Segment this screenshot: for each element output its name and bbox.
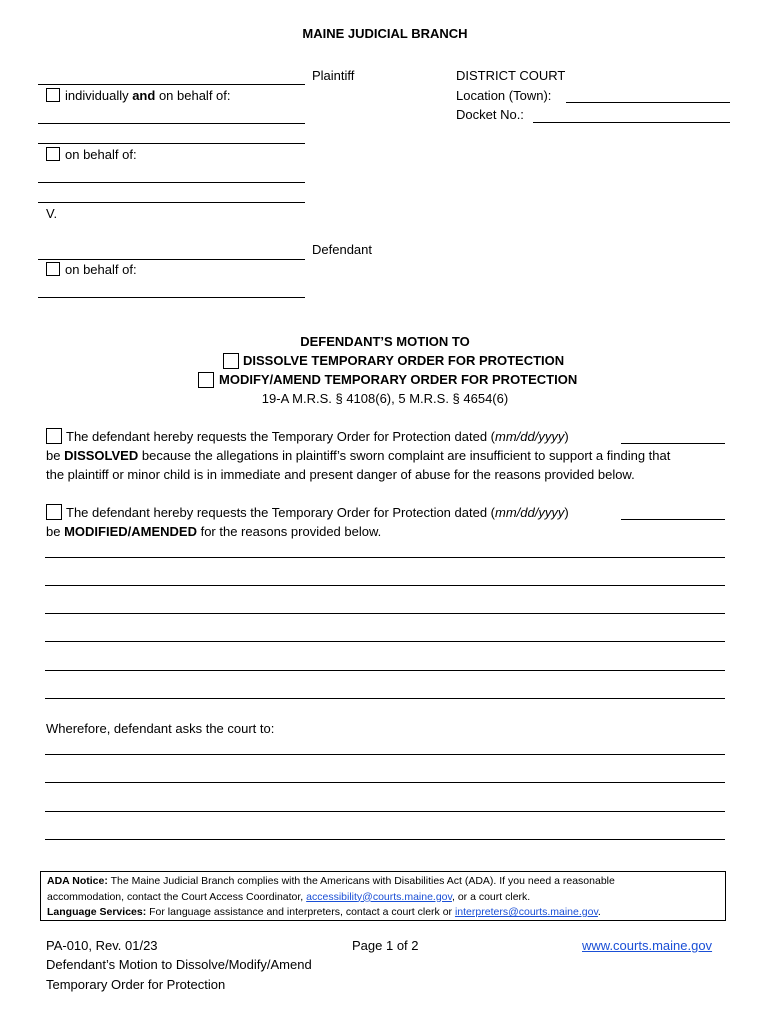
reasons-line-5[interactable] (45, 670, 725, 671)
modify-request-checkbox[interactable] (46, 504, 62, 520)
behalf-name-line-3[interactable] (38, 182, 305, 183)
wherefore-line-4[interactable] (45, 839, 725, 840)
dissolve-request-line3: the plaintiff or minor child is in immediate and present danger of abuse for the reasons provided below. (46, 467, 635, 482)
ada-notice-line2: accommodation, contact the Court Access Coordinator, accessibility@courts.maine.gov, or a court clerk. (47, 890, 531, 903)
wherefore-line-1[interactable] (45, 754, 725, 755)
location-label: Location (Town): (456, 88, 552, 103)
modify-option-checkbox[interactable] (198, 372, 214, 388)
dissolve-date-input[interactable] (621, 443, 725, 444)
form-title-line2: Temporary Order for Protection (46, 977, 226, 992)
website-link[interactable]: www.courts.maine.gov (582, 938, 713, 953)
defendant-name-line[interactable] (38, 259, 305, 260)
form-title-line1: Defendant’s Motion to Dissolve/Modify/Amend (46, 957, 312, 972)
ada-notice-box (40, 871, 726, 921)
on-behalf-checkbox-1[interactable] (46, 147, 60, 161)
statute-citation: 19-A M.R.S. § 4108(6), 5 M.R.S. § 4654(6) (261, 391, 509, 406)
dissolve-request-text: The defendant hereby requests the Temporary Order for Protection dated (mm/dd/yyyy) (66, 429, 569, 444)
modify-request-line2: be MODIFIED/AMENDED for the reasons provided below. (46, 524, 382, 539)
docket-input[interactable] (533, 122, 730, 123)
on-behalf-label-2: on behalf of: (65, 262, 137, 277)
on-behalf-label-1: on behalf of: (65, 147, 137, 162)
plaintiff-name-line[interactable] (38, 84, 305, 85)
reasons-line-3[interactable] (45, 613, 725, 614)
defendant-label: Defendant (312, 242, 372, 257)
modify-date-input[interactable] (621, 519, 725, 520)
modify-option-label: MODIFY/AMEND TEMPORARY ORDER FOR PROTECTION (219, 372, 578, 387)
location-input[interactable] (566, 102, 730, 103)
plaintiff-label: Plaintiff (312, 68, 355, 83)
behalf-name-line-4[interactable] (38, 202, 305, 203)
reasons-line-2[interactable] (45, 585, 725, 586)
accessibility-email-link[interactable]: accessibility@courts.maine.gov (306, 890, 452, 903)
page-title: MAINE JUDICIAL BRANCH (302, 26, 468, 41)
page-number: Page 1 of 2 (352, 938, 419, 953)
docket-label: Docket No.: (456, 107, 524, 122)
individually-checkbox[interactable] (46, 88, 60, 102)
modify-request-text: The defendant hereby requests the Temporary Order for Protection dated (mm/dd/yyyy) (66, 505, 569, 520)
reasons-line-1[interactable] (45, 557, 725, 558)
form-id: PA-010, Rev. 01/23 (46, 938, 158, 953)
dissolve-request-checkbox[interactable] (46, 428, 62, 444)
motion-title: DEFENDANT’S MOTION TO (300, 334, 470, 349)
ada-notice-line1: ADA Notice: The Maine Judicial Branch complies with the Americans with Disabilities Act (ADA). If you need a reasonable (47, 875, 615, 887)
language-services-line: Language Services: For language assistance and interpreters, contact a court clerk or interpreters@courts.maine.gov. (47, 906, 601, 918)
wherefore-label: Wherefore, defendant asks the court to: (46, 721, 275, 736)
reasons-line-6[interactable] (45, 698, 725, 699)
interpreters-email-link[interactable]: interpreters@courts.maine.gov (454, 906, 598, 918)
dissolve-option-label: DISSOLVE TEMPORARY ORDER FOR PROTECTION (243, 353, 565, 368)
dissolve-request-line2: be DISSOLVED because the allegations in plaintiff’s sworn complaint are insufficient to support a finding that (46, 448, 671, 463)
behalf-name-line-5[interactable] (38, 297, 305, 298)
individually-label: individually and on behalf of: (65, 88, 231, 103)
wherefore-line-2[interactable] (45, 782, 725, 783)
dissolve-option-checkbox[interactable] (223, 353, 239, 369)
wherefore-line-3[interactable] (45, 811, 725, 812)
court-name: DISTRICT COURT (456, 68, 566, 83)
versus-label: V. (46, 206, 58, 221)
reasons-line-4[interactable] (45, 641, 725, 642)
behalf-name-line-2[interactable] (38, 143, 305, 144)
on-behalf-checkbox-2[interactable] (46, 262, 60, 276)
behalf-name-line-1[interactable] (38, 123, 305, 124)
